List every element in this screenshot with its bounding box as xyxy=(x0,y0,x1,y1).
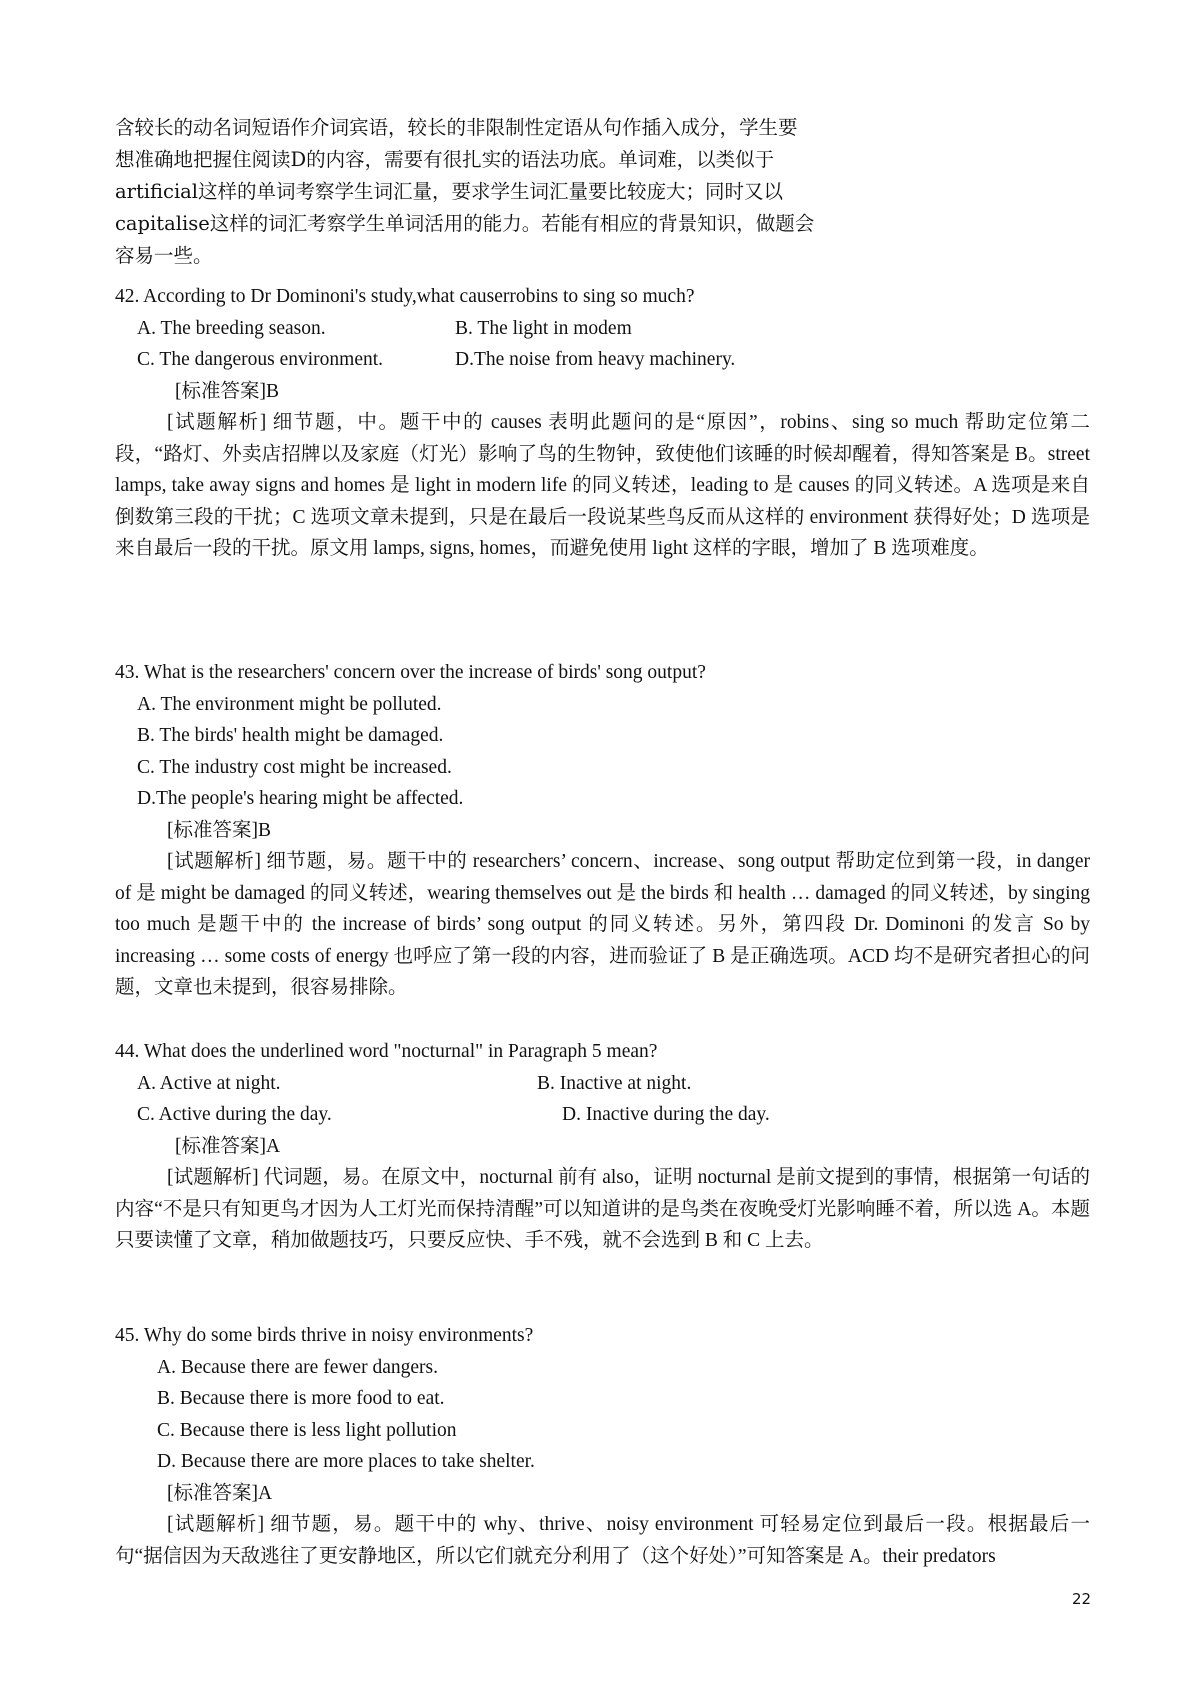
intro-line: 含较长的动名词短语作介词宾语，较长的非限制性定语从句作插入成分，学生要 xyxy=(115,116,798,139)
intro-paragraph xyxy=(115,112,875,272)
question-stem: 42. According to Dr Dominoni's study,what causerrobins to sing so much? xyxy=(115,286,695,307)
question-42 xyxy=(115,281,1090,565)
option-row xyxy=(115,1099,1090,1131)
answer-analysis: [试题解析] 代词题，易。在原文中，nocturnal 前有 also，证明 nocturnal 是前文提到的事情，根据第一句话的内容“不是只有知更鸟才因为人工灯光而保持清醒”可以知道讲的是鸟类在夜晚受灯光影响睡不着，所以选 A。本题只要读懂了文章，稍加做题技巧，只要反应快、手不残，就不会选到 B 和 C 上去。 xyxy=(115,1167,1090,1251)
option-a: A. Active at night. xyxy=(137,1072,281,1094)
option-b: B. Inactive at night. xyxy=(537,1072,692,1094)
option-d: D. Because there are more places to take shelter. xyxy=(157,1451,535,1472)
option-row xyxy=(115,1068,1090,1100)
option-b: B. Because there is more food to eat. xyxy=(157,1388,445,1409)
standard-answer: [标准答案]B xyxy=(175,380,279,402)
option-d: D. Inactive during the day. xyxy=(562,1104,770,1125)
intro-line: 容易一些。 xyxy=(115,244,213,267)
standard-answer: [标准答案]B xyxy=(167,819,271,841)
question-43 xyxy=(115,657,1090,1004)
question-44 xyxy=(115,1036,1090,1257)
intro-line: 想准确地把握住阅读D的内容，需要有很扎实的语法功底。单词难，以类似于 xyxy=(115,148,775,171)
answer-analysis: [试题解析] 细节题，易。题干中的 why、thrive、noisy environment 可轻易定位到最后一段。根据最后一句“据信因为天敌逃往了更安静地区，所以它们就充分利用了（这个好处）”可知答案是 A。their predators xyxy=(115,1514,1090,1567)
option-c: C. The dangerous environment. xyxy=(137,349,384,370)
option-d: D.The people's hearing might be affected. xyxy=(137,788,464,809)
answer-analysis: [试题解析] 细节题，易。题干中的 researchers’ concern、increase、song output 帮助定位到第一段，in danger of 是 might be damaged 的同义转述，wearing themselves out 是 the birds 和 health … damaged 的同义转述，by singing too much 是题干中的 the increase of birds’ song output 的同义转述。另外，第四段 Dr. Dominoni 的发言 So by increasing … some costs of energy 也呼应了第一段的内容，进而验证了 B 是正确选项。ACD 均不是研究者担心的问题，文章也未提到，很容易排除。 xyxy=(115,851,1090,998)
option-d: D.The noise from heavy machinery. xyxy=(455,349,736,370)
option-c: C. Because there is less light pollution xyxy=(157,1419,457,1441)
standard-answer: [标准答案]A xyxy=(167,1482,273,1504)
question-stem: 43. What is the researchers' concern over the increase of birds' song output? xyxy=(115,662,706,683)
answer-analysis: [试题解析] 细节题，中。题干中的 causes 表明此题问的是“原因”，robins、sing so much 帮助定位第二段，“路灯、外卖店招牌以及家庭（灯光）影响了鸟的生物钟，致使他们该睡的时候却醒着，得知答案是 B。street lamps, take away signs and homes 是 light in modern life 的同义转述，leading to 是 causes 的同义转述。A 选项是来自倒数第三段的干扰；C 选项文章未提到，只是在最后一段说某些鸟反而从这样的 environment 获得好处；D 选项是来自最后一段的干扰。原文用 lamps, signs, homes，而避免使用 light 这样的字眼，增加了 B 选项难度。 xyxy=(115,412,1090,559)
option-a: A. The environment might be polluted. xyxy=(137,693,442,715)
question-45 xyxy=(115,1320,1090,1572)
intro-line: artificial这样的单词考察学生词汇量，要求学生词汇量要比较庞大；同时又以 xyxy=(115,180,784,203)
option-c: C. Active during the day. xyxy=(137,1104,332,1125)
page-number: 22 xyxy=(1072,1590,1092,1608)
option-c: C. The industry cost might be increased. xyxy=(137,756,452,778)
option-b: B. The birds' health might be damaged. xyxy=(137,725,444,746)
option-row xyxy=(115,313,1090,345)
option-a: A. Because there are fewer dangers. xyxy=(157,1356,438,1378)
option-row xyxy=(115,344,1090,376)
standard-answer: [标准答案]A xyxy=(175,1135,281,1157)
option-a: A. The breeding season. xyxy=(137,317,326,339)
intro-line: capitalise这样的词汇考察学生单词活用的能力。若能有相应的背景知识，做题会 xyxy=(115,212,815,235)
question-stem: 44. What does the underlined word "nocturnal" in Paragraph 5 mean? xyxy=(115,1041,658,1062)
question-stem: 45. Why do some birds thrive in noisy environments? xyxy=(115,1325,534,1346)
option-b: B. The light in modem xyxy=(455,317,632,339)
